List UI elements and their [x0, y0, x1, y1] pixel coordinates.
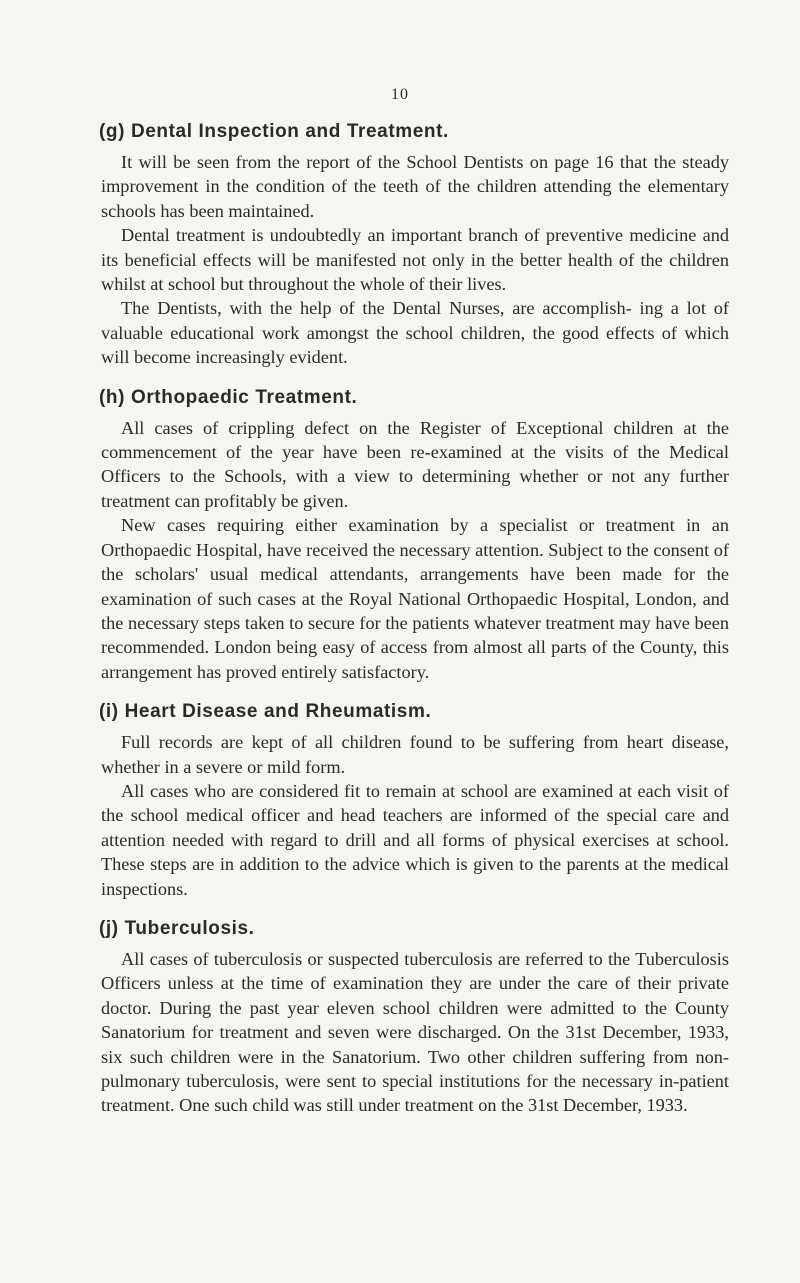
section-heading-tuberculosis: (j) Tuberculosis. [99, 917, 255, 939]
section-orthopaedic [101, 384, 729, 684]
page-number: 10 [391, 86, 409, 103]
paragraph: Full records are kept of all children found to be suffering from heart disease, whether in a severe or mild form. [101, 732, 729, 777]
section-dental [101, 118, 729, 370]
paragraph: The Dentists, with the help of the Dental Nurses, are accomplish- ing a lot of valuable educational work amongst the school children, the good effects of which will become increasingly evident. [101, 298, 729, 368]
section-heading-dental: (g) Dental Inspection and Treatment. [99, 121, 449, 142]
paragraph: Dental treatment is undoubtedly an important branch of preventive medicine and its beneficial effects will be manifested not only in the better health of the children whilst at school but throughout the whole of their lives. [101, 225, 729, 295]
paragraph: All cases who are considered fit to remain at school are examined at each visit of the school medical officer and head teachers are informed of the special care and attention needed with regard to drill and all forms of physical exercises at school. These steps are in addition to the advice which is given to the parents at the medical inspections. [101, 780, 729, 899]
paragraph: All cases of tuberculosis or suspected tuberculosis are referred to the Tuberculosis Officers unless at the time of examination they are under the care of their private doctor. During the past year eleven school children were admitted to the County Sanatorium for treatment and seven were discharged. On the 31st December, 1933, six such children were in the Sanatorium. Two other children suffering from non-pulmonary tuberculosis, were sent to special institutions for the necessary in-patient treatment. One such child was still under treatment on the 31st December, 1933. [101, 948, 729, 1116]
section-heart-disease [101, 698, 729, 901]
paragraph: New cases requiring either examination by a specialist or treatment in an Orthopaedic Hospital, have received the necessary attention. Subject to the consent of the scholars' usual medical attendants, arrangements have been made for the examination of such cases at the Royal National Orthopaedic Hospital, London, and the necessary steps taken to secure for the patients whatever treatment may have been recommended. London being easy of access from almost all parts of the County, this arrangement has proved entirely satisfactory. [101, 515, 729, 682]
document-body [101, 118, 729, 1118]
section-heading-orthopaedic: (h) Orthopaedic Treatment. [99, 386, 358, 408]
section-tuberculosis [101, 915, 729, 1118]
paragraph: It will be seen from the report of the School Dentists on page 16 that the steady improvement in the condition of the teeth of the children attending the elementary schools has been maintained. [101, 152, 729, 221]
section-heading-heart-disease: (i) Heart Disease and Rheumatism. [99, 701, 432, 723]
paragraph: All cases of crippling defect on the Register of Exceptional children at the commencement of the year have been re-examined at the visits of the Medical Officers to the Schools, with a view to determining whether or not any further treatment can profitably be given. [101, 417, 729, 511]
